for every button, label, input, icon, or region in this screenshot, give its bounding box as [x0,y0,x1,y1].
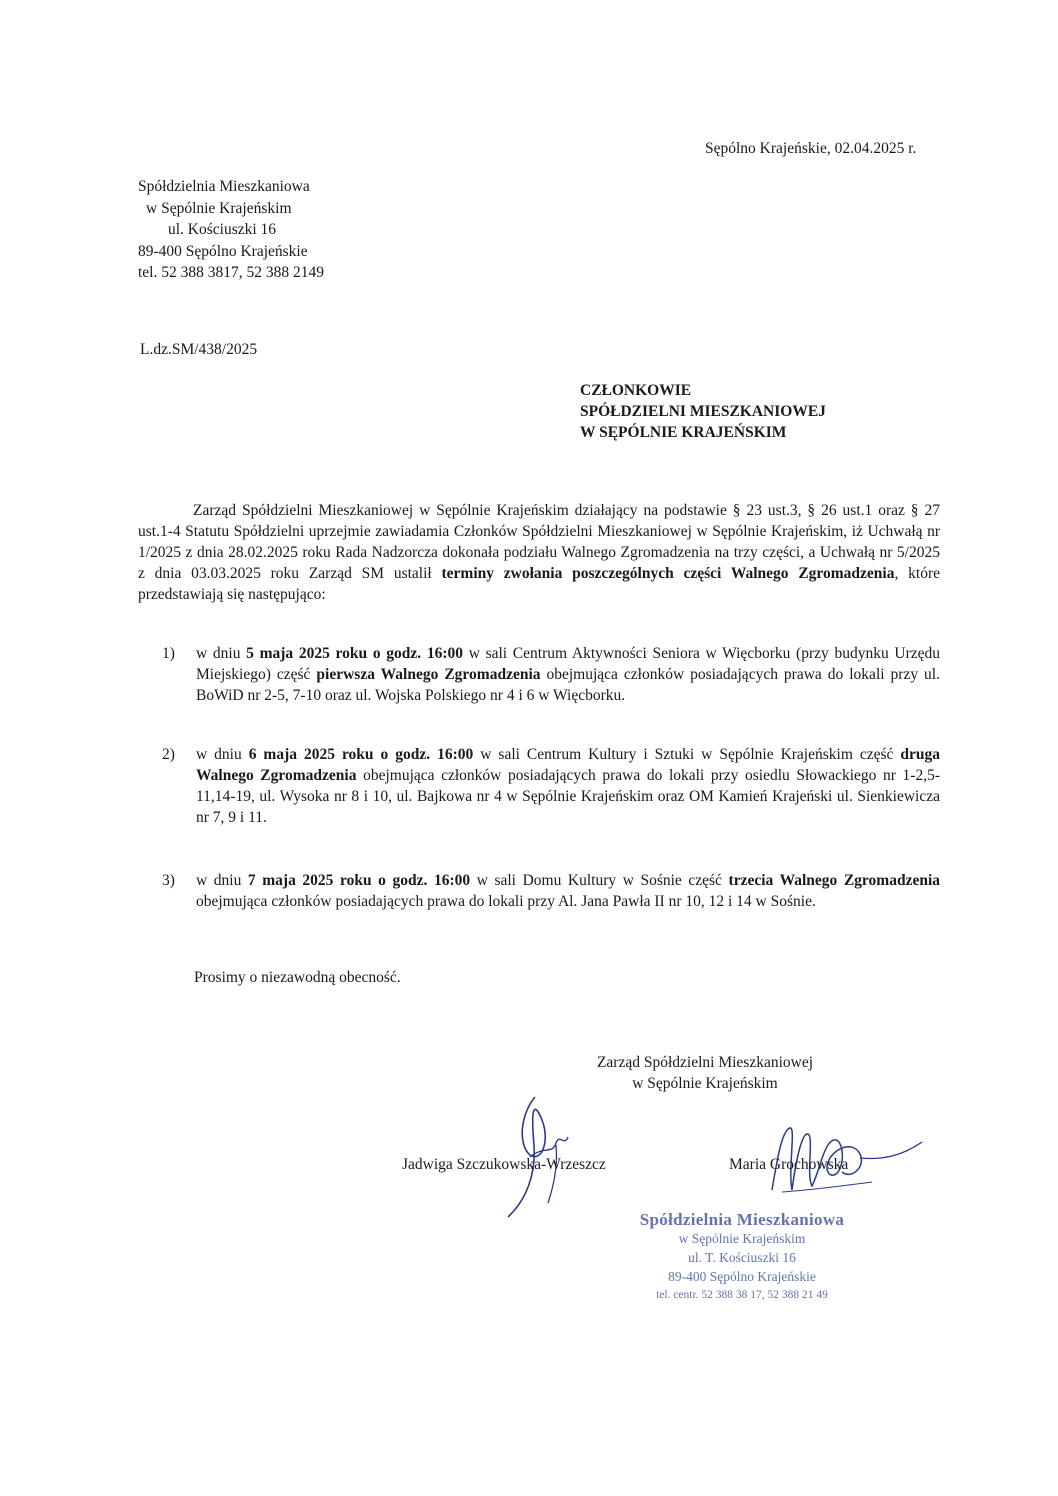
board-signature-block [570,1052,840,1094]
list-item [162,870,940,912]
sender-address [138,176,324,284]
list-item-text: w sali Domu Kultury w Sośnie część [470,872,729,889]
intro-bold: terminy zwołania poszczególnych części Walnego Zgromadzenia [441,565,895,582]
signatory-left-name: Jadwiga Szczukowska-Wrzeszcz [402,1156,606,1173]
list-item-date: 6 maja 2025 roku o godz. 16:00 [248,746,474,763]
list-item-text: obejmująca członków posiadających prawa do lokali przy ul. BoWiD nr 2-5, 7-10 oraz ul. Wojska Polskiego nr 4 i 6 w Więcborku. [196,666,940,704]
stamp-line-1: Spółdzielnia Mieszkaniowa [639,1210,845,1229]
sender-city-line: w Sępólnie Krajeńskim [146,199,292,217]
list-item-part: trzecia Walnego Zgromadzenia [728,872,941,889]
intro-text-2: , które przedstawiają się następująco: [138,565,940,603]
list-item-text: obejmująca członków posiadających prawa do lokali przy Al. Jana Pawła II nr 10, 12 i 14 w Sośnie. [196,893,816,910]
recipient-line-2: SPÓŁDZIELNI MIESZKANIOWEJ [580,403,826,420]
list-item-part: pierwsza Walnego Zgromadzenia [316,666,541,683]
intro-text-1: Zarząd Spółdzielni Mieszkaniowej w Sępólnie Krajeńskim działający na podstawie § 23 ust.3, § 26 ust.1 oraz § 27 ust.1-4 Statutu Spółdzielni uprzejmie zawiadamia Członków Spółdzielni Mieszkaniowej w Sępólnie Krajeńskim, iż Uchwałą nr 1/2025 z dnia 28.02.2025 roku Rada Nadzorcza dokonała podziału Walnego Zgromadzenia na trzy części, a Uchwałą nr 5/2025 z dnia 03.03.2025 roku Zarząd SM ustalił [138,502,940,582]
signatory-right-name: Maria Grochowska [729,1156,849,1173]
organization-stamp [612,1210,872,1305]
list-item-number: 3) [162,872,175,889]
signature-left [490,1085,590,1225]
list-item [162,643,940,706]
place-and-date: Sępólno Krajeńskie, 02.04.2025 r. [705,140,917,157]
intro-paragraph [138,500,940,605]
board-line-1: Zarząd Spółdzielni Mieszkaniowej [596,1054,814,1071]
sender-postal: 89-400 Sępólno Krajeńskie [138,242,308,260]
list-item-text: w dniu [196,872,248,889]
list-item-text: obejmująca członków posiadających prawa do lokali przy osiedlu Słowackiego nr 1-2,5-11,14-19, ul. Wysoka nr 8 i 10, ul. Bajkowa nr 4 w Sępólnie Krajeńskim oraz OM Kamień Krajeński ul. Sienkiewicza nr 7, 9 i 11. [196,767,940,826]
reference-number: L.dz.SM/438/2025 [140,341,258,358]
list-item-text: w sali Centrum Kultury i Sztuki w Sępólnie Krajeńskim część [473,746,901,763]
list-item-date: 5 maja 2025 roku o godz. 16:00 [246,645,463,662]
recipient-block [580,380,826,443]
list-item-number: 2) [162,746,175,763]
stamp-line-5: tel. centr. 52 388 38 17, 52 388 21 49 [656,1289,828,1301]
closing-line: Prosimy o niezawodną obecność. [194,969,401,986]
sender-street: ul. Kościuszki 16 [168,221,277,238]
stamp-line-4: 89-400 Sępólno Krajeńskie [668,1269,816,1284]
sender-name: Spółdzielnia Mieszkaniowa [138,178,310,195]
list-item-date: 7 maja 2025 roku o godz. 16:00 [247,872,471,889]
list-item-number: 1) [162,645,175,662]
list-item-part: druga Walnego Zgromadzenia [196,746,941,784]
list-item [162,744,940,828]
list-item-text: w sali Centrum Aktywności Seniora w Więcborku (przy budynku Urzędu Miejskiego) część [196,645,941,683]
stamp-line-3: ul. T. Kościuszki 16 [688,1250,796,1265]
recipient-line-1: CZŁONKOWIE [580,382,692,399]
stamp-line-2: w Sępólnie Krajeńskim [678,1231,806,1246]
recipient-line-3: W SĘPÓLNIE KRAJEŃSKIM [580,424,787,441]
board-line-2: w Sępólnie Krajeńskim [632,1075,778,1092]
sender-phone: tel. 52 388 3817, 52 388 2149 [138,264,324,281]
list-item-text: w dniu [196,746,249,763]
list-item-text: w dniu [196,645,247,662]
